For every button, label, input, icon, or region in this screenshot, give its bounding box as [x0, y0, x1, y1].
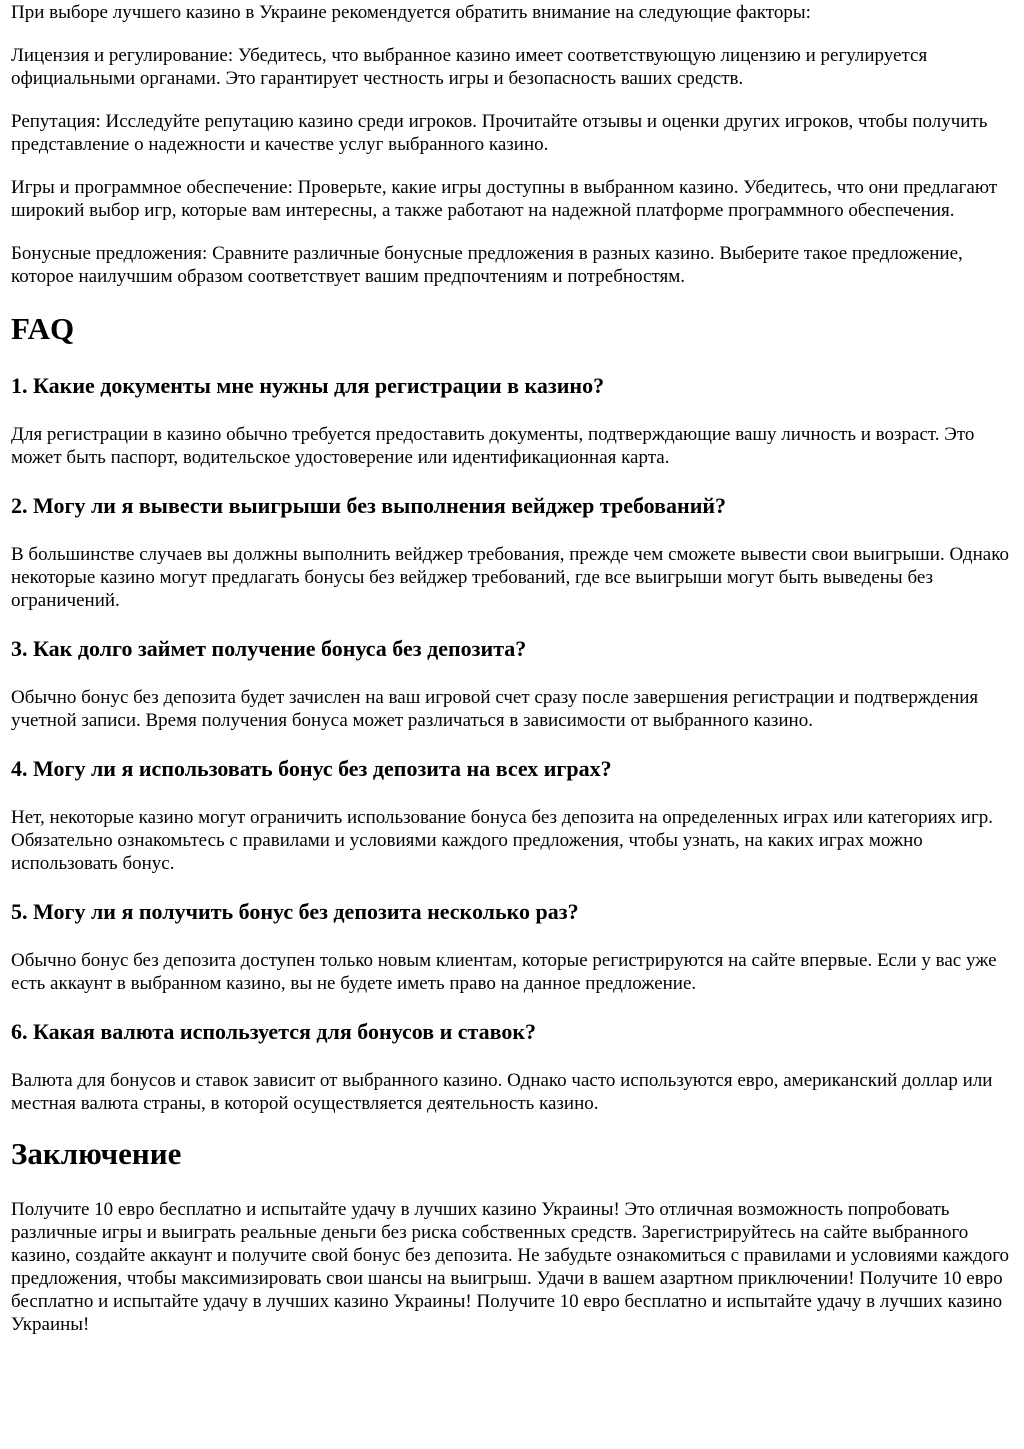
- faq-heading: FAQ: [11, 311, 75, 346]
- factor-games-software: Игры и программное обеспечение: Проверьте, какие игры доступны в выбранном казино. Убедитесь, что они предлагают широкий выбор игр, которые вам интересны, а также работают на надежной платформе программного обеспечения.: [11, 177, 998, 221]
- factor-reputation: Репутация: Исследуйте репутацию казино среди игроков. Прочитайте отзывы и оценки других игроков, чтобы получить представление о надежности и качестве услуг выбранного казино.: [11, 111, 988, 155]
- faq-answer-6: Валюта для бонусов и ставок зависит от выбранного казино. Однако часто используются евро, американский доллар или местная валюта страны, в которой осуществляется деятельность казино.: [11, 1070, 993, 1114]
- conclusion-heading: Заключение: [11, 1136, 182, 1171]
- faq-answer-5: Обычно бонус без депозита доступен только новым клиентам, которые регистрируются на сайте впервые. Если у вас уже есть аккаунт в выбранном казино, вы не будете иметь право на данное предложение.: [11, 950, 997, 994]
- faq-answer-1: Для регистрации в казино обычно требуется предоставить документы, подтверждающие вашу личность и возраст. Это может быть паспорт, водительское удостоверение или идентификационная карта.: [11, 424, 975, 468]
- faq-answer-3: Обычно бонус без депозита будет зачислен на ваш игровой счет сразу после завершения регистрации и подтверждения учетной записи. Время получения бонуса может различаться в зависимости от выбранного казино.: [11, 687, 979, 731]
- faq-question-6: 6. Какая валюта используется для бонусов и ставок?: [11, 1019, 537, 1044]
- faq-question-2: 2. Могу ли я вывести выигрыши без выполнения вейджер требований?: [11, 493, 727, 518]
- faq-answer-4: Нет, некоторые казино могут ограничить использование бонуса без депозита на определенных играх или категориях игр. Обязательно ознакомьтесь с правилами и условиями каждого предложения, чтобы узнать, на каких играх можно использовать бонус.: [11, 807, 993, 874]
- faq-question-5: 5. Могу ли я получить бонус без депозита несколько раз?: [11, 899, 579, 924]
- conclusion-text: Получите 10 евро бесплатно и испытайте удачу в лучших казино Украины! Это отличная возможность попробовать различные игры и выиграть реальные деньги без риска собственных средств. Зарегистрируйтесь на сайте выбранного казино, создайте аккаунт и получите свой бонус без депозита. Не забудьте ознакомиться с правилами и условиями каждого предложения, чтобы максимизировать свои шансы на выигрыш. Удачи в вашем азартном приключении! Получите 10 евро бесплатно и испытайте удачу в лучших казино Украины! Получите 10 евро бесплатно и испытайте удачу в лучших казино Украины!: [11, 1199, 1010, 1335]
- faq-question-3: 3. Как долго займет получение бонуса без депозита?: [11, 636, 527, 661]
- factor-bonus-offers: Бонусные предложения: Сравните различные бонусные предложения в разных казино. Выберите такое предложение, которое наилучшим образом соответствует вашим предпочтениям и потребностям.: [11, 243, 963, 287]
- factor-license: Лицензия и регулирование: Убедитесь, что выбранное казино имеет соответствующую лицензию и регулируется официальными органами. Это гарантирует честность игры и безопасность ваших средств.: [11, 45, 928, 89]
- faq-question-1: 1. Какие документы мне нужны для регистрации в казино?: [11, 373, 605, 398]
- faq-answer-2: В большинстве случаев вы должны выполнить вейджер требования, прежде чем сможете вывести свои выигрыши. Однако некоторые казино могут предлагать бонусы без вейджер требований, где все выигрыши могут быть выведены без ограничений.: [11, 544, 1009, 611]
- faq-question-4: 4. Могу ли я использовать бонус без депозита на всех играх?: [11, 756, 612, 781]
- document-page: [0, 1, 1024, 1336]
- intro-lead: При выборе лучшего казино в Украине рекомендуется обратить внимание на следующие факторы:: [11, 2, 811, 23]
